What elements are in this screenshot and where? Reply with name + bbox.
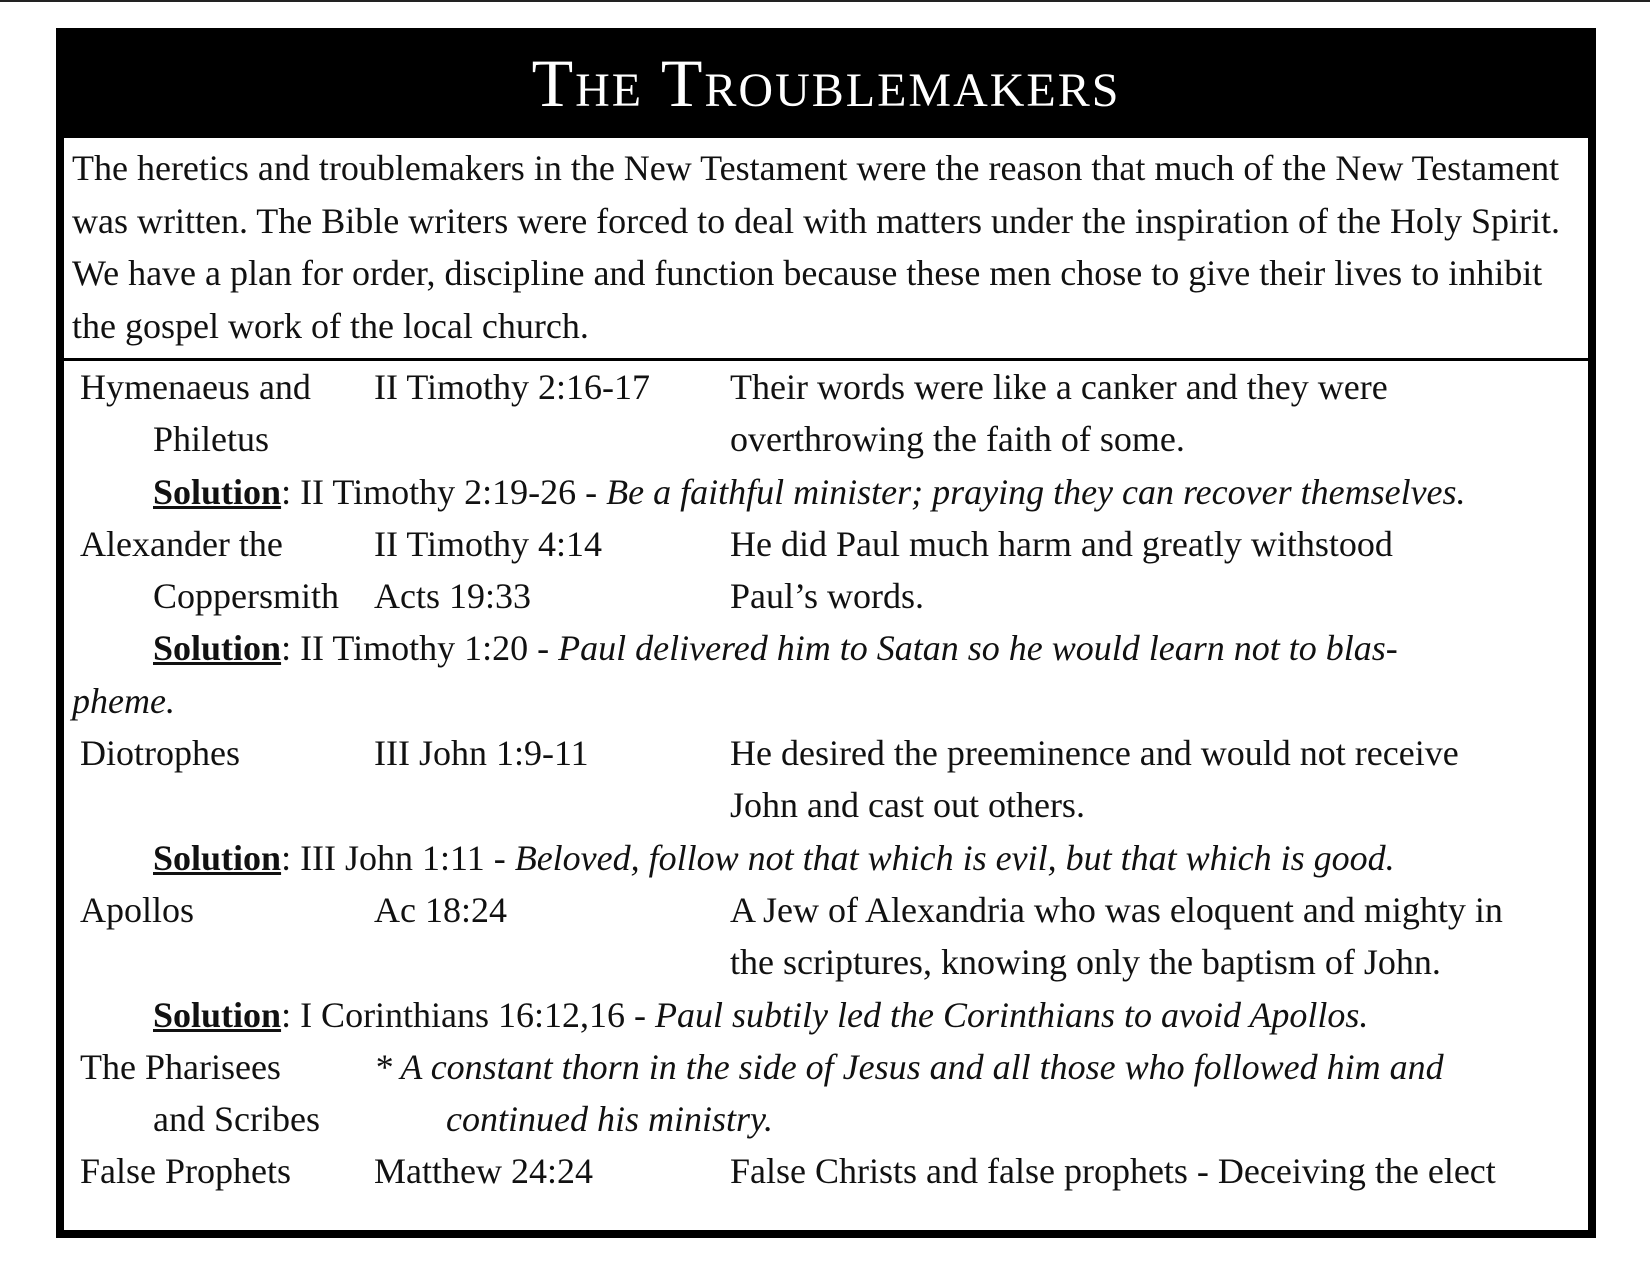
- list-item: [72, 1041, 1580, 1146]
- list-item: [72, 884, 1580, 989]
- description-cell: He did Paul much harm and greatly withstood Paul’s words.: [730, 523, 1393, 617]
- reference-cell: III John 1:9-11: [374, 733, 589, 774]
- list-item: [72, 518, 1580, 623]
- description-cell: He desired the preeminence and would not receive John and cast out others.: [730, 733, 1459, 826]
- reference-cell: Ac 18:24: [374, 889, 507, 930]
- troublemakers-sheet: [56, 28, 1596, 1238]
- intro-paragraph: The heretics and troublemakers in the New Testament were the reason that much of the New Testament was written. The Bible writers were forced to deal with matters under the inspiration of the Holy Spirit. We have a plan for order, discipline and function because these men chose to give their lives to inhibit the gospel work of the local church.: [64, 138, 1588, 361]
- page-title: The Troublemakers: [531, 44, 1121, 121]
- reference-cell: II Timothy 2:16-17: [374, 367, 651, 407]
- name-cell: Alexander the Coppersmith: [80, 523, 339, 617]
- description-cell: Their words were like a canker and they were overthrowing the faith of some.: [730, 367, 1388, 460]
- reference-cell: Matthew 24:24: [374, 1151, 593, 1192]
- name-cell: The Pharisees and Scribes: [80, 1046, 320, 1140]
- solution-line: Solution: II Timothy 2:19-26 - Be a faithful minister; praying they can recover themselves.: [153, 471, 1466, 512]
- name-cell: False Prophets: [80, 1151, 291, 1192]
- name-cell: Diotrophes: [80, 733, 240, 774]
- description-cell: False Christs and false prophets - Deceiving the elect: [730, 1151, 1496, 1192]
- solution-line: Solution: III John 1:11 - Beloved, follow not that which is evil, but that which is good.: [153, 837, 1395, 878]
- title-bar: [64, 28, 1588, 138]
- description-cell: A Jew of Alexandria who was eloquent and mighty in the scriptures, knowing only the baptism of John.: [730, 889, 1503, 983]
- name-cell: Hymenaeus and Philetus: [80, 367, 311, 460]
- list-item: [72, 361, 1580, 466]
- name-cell: Apollos: [80, 889, 195, 930]
- troublemaker-list: [64, 361, 1588, 1198]
- reference-cell: II Timothy 4:14 Acts 19:33: [374, 523, 603, 617]
- solution-continuation: pheme.: [72, 680, 175, 721]
- top-rule: [0, 0, 1650, 2]
- list-item: [72, 1145, 1580, 1197]
- solution-line: Solution: I Corinthians 16:12,16 - Paul subtily led the Corinthians to avoid Apollos.: [153, 994, 1369, 1035]
- note-cell: * A constant thorn in the side of Jesus and all those who followed him and continued his ministry.: [374, 1046, 1444, 1140]
- list-item: [72, 727, 1580, 832]
- solution-line: Solution: II Timothy 1:20 - Paul delivered him to Satan so he would learn not to blas-: [153, 628, 1398, 669]
- content-box: [64, 138, 1588, 1230]
